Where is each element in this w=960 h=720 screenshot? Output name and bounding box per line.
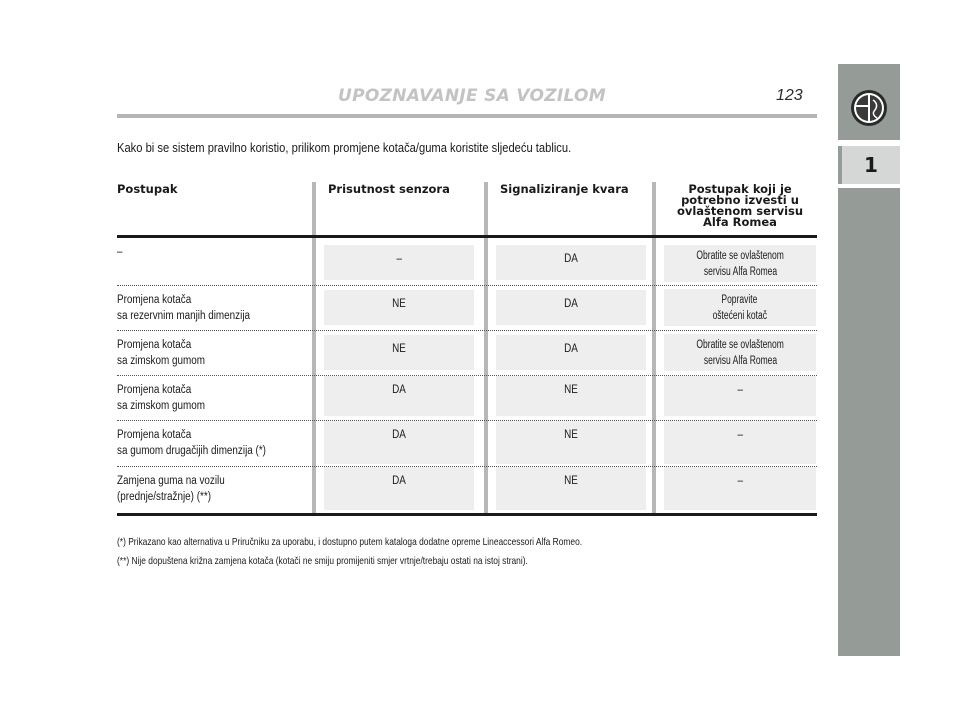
- row-4-servis: [664, 376, 816, 416]
- row-5-senzor: [324, 421, 474, 464]
- row-3-kvar: [496, 335, 646, 370]
- intro-text: Kako bi se sistem pravilno koristio, prilikom promjene kotača/guma koristite sljedeću tablicu.: [117, 140, 572, 155]
- cell-line: oštećeni kotač: [712, 310, 768, 322]
- cell-line: Zamjena guma na vozilu: [117, 475, 225, 487]
- cell-value: NE: [392, 298, 406, 310]
- row-6-kvar: [496, 467, 646, 510]
- row-6-senzor: [324, 467, 474, 510]
- cell-value: NE: [564, 384, 578, 396]
- table-header-rule: [117, 235, 817, 238]
- cell-value: [708, 292, 771, 324]
- footnote-1: (*) Prikazano kao alternativa u Priručniku za uporabu, i dostupno putem kataloga dodatne opreme Lineaccessori Alfa Romeo.: [117, 536, 583, 548]
- header-kvar: Signaliziranje kvara: [500, 182, 629, 196]
- row-divider: [117, 330, 817, 331]
- cell-line: sa zimskom gumom: [117, 400, 205, 412]
- row-2-postupak: [117, 292, 250, 324]
- cell-value: –: [737, 429, 743, 441]
- chapter-title: UPOZNAVANJE SA VOZILOM: [338, 86, 606, 106]
- row-1-senzor: [324, 245, 474, 280]
- cell-value: DA: [564, 253, 578, 265]
- header-servis-line: potrebno izvesti u: [681, 193, 799, 207]
- cell-line: Obratite se ovlaštenom: [696, 250, 784, 262]
- header-servis-line: Postupak koji je: [688, 182, 792, 196]
- header-servis: [660, 184, 820, 228]
- row-4-kvar: [496, 376, 646, 416]
- table-bottom-rule: [117, 513, 817, 516]
- row-2-servis: [664, 289, 816, 326]
- row-5-postupak: [117, 427, 266, 459]
- cell-value: NE: [392, 343, 406, 355]
- cell-value: NE: [564, 475, 578, 487]
- sidebar-divider: [838, 184, 900, 188]
- row-4-senzor: [324, 376, 474, 416]
- page-number: 123: [776, 87, 803, 104]
- row-1-kvar: [496, 245, 646, 280]
- cell-line: Popravite: [722, 294, 758, 306]
- row-5-kvar: [496, 421, 646, 464]
- cell-value: NE: [564, 429, 578, 441]
- cell-line: sa rezervnim manjih dimenzija: [117, 310, 251, 322]
- row-2-senzor: [324, 290, 474, 325]
- cell-line: servisu Alfa Romea: [703, 266, 777, 278]
- cell-line: servisu Alfa Romea: [703, 355, 777, 367]
- row-6-servis: [664, 467, 816, 510]
- cell-value: DA: [564, 298, 578, 310]
- cell-line: (prednje/stražnje) (**): [117, 491, 211, 503]
- header-senzor: Prisutnost senzora: [328, 182, 450, 196]
- header-rule: [117, 114, 817, 118]
- cell-value: DA: [392, 384, 406, 396]
- row-2-kvar: [496, 290, 646, 325]
- cell-value: –: [396, 253, 402, 265]
- footnote-2: (**) Nije dopuštena križna zamjena kotača (kotači ne smiju promijeniti smjer vrtnje/trebaju ostati na istoj strani).: [117, 555, 528, 567]
- header-servis-line: Alfa Romea: [703, 215, 777, 229]
- cell-line: Promjena kotača: [117, 294, 192, 306]
- row-5-servis: [664, 421, 816, 464]
- cell-value: [689, 248, 791, 280]
- cell-value: –: [737, 475, 743, 487]
- cell-line: Obratite se ovlaštenom: [696, 339, 784, 351]
- chapter-tab: [842, 146, 900, 184]
- cell-line: sa zimskom gumom: [117, 355, 205, 367]
- row-1-servis: [664, 245, 816, 282]
- cell-value: [689, 337, 791, 369]
- row-3-senzor: [324, 335, 474, 370]
- chapter-number: 1: [864, 153, 878, 177]
- row-6-postupak: [117, 473, 225, 505]
- cell-value: DA: [392, 475, 406, 487]
- row-3-postupak: [117, 337, 205, 369]
- cell-value: DA: [564, 343, 578, 355]
- header-servis-line: ovlaštenom servisu: [676, 204, 804, 218]
- cell-line: Promjena kotača: [117, 429, 192, 441]
- row-3-servis: [664, 334, 816, 371]
- row-1-postupak: [117, 244, 123, 260]
- cell-value: –: [737, 384, 743, 396]
- alfa-romeo-logo-icon: [838, 82, 900, 134]
- row-divider: [117, 285, 817, 286]
- header-postupak: Postupak: [117, 182, 178, 196]
- cell-line: Promjena kotača: [117, 339, 192, 351]
- cell-line: sa gumom drugačijih dimenzija (*): [117, 445, 266, 457]
- cell-line: –: [117, 246, 123, 258]
- cell-value: DA: [392, 429, 406, 441]
- cell-line: Promjena kotača: [117, 384, 192, 396]
- row-4-postupak: [117, 382, 205, 414]
